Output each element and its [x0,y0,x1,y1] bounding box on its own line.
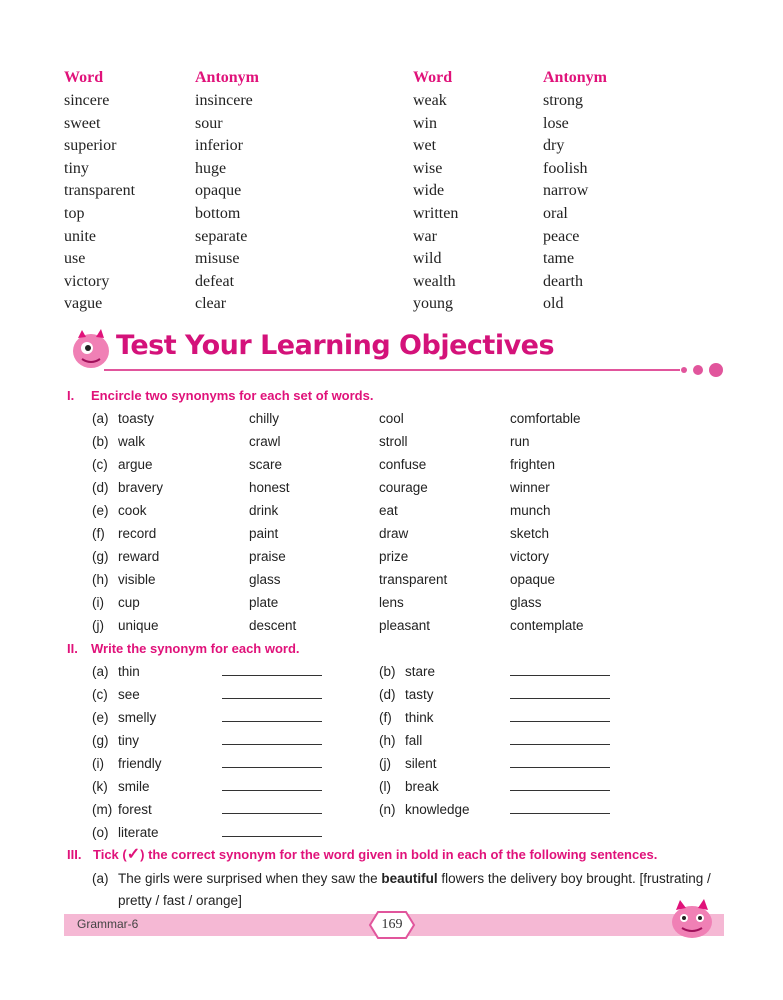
choice-word[interactable]: sketch [510,526,550,541]
item-label: (g) [92,733,109,748]
question-row [92,545,732,568]
prompt-word: tiny [118,733,140,748]
left-antonym-column [195,66,259,316]
antonym-cell: defeat [195,272,235,290]
antonym-cell: opaque [195,182,242,200]
right-word-column [413,66,458,316]
choice-word[interactable]: munch [510,503,551,518]
item-label: (e) [92,503,109,518]
word-cell: unite [64,227,96,245]
answer-blank[interactable] [222,752,322,775]
prompt-word: knowledge [405,802,470,817]
antonym-cell: lose [543,114,569,132]
antonym-cell: sour [195,114,223,132]
prompt-word: smelly [118,710,157,725]
item-label: (d) [92,480,109,495]
item-label: (h) [92,572,109,587]
antonym-cell: clear [195,295,227,313]
answer-blank[interactable] [510,683,610,706]
synonym-row [92,660,732,683]
item-label: (b) [92,434,109,449]
item-label: (e) [92,710,109,725]
question-row [92,407,732,430]
antonym-cell: inferior [195,137,243,155]
question-row [92,430,732,453]
word-cell: superior [64,137,117,155]
antonym-cell: strong [543,92,583,109]
choice-word[interactable]: descent [249,618,297,633]
prompt-word: think [405,710,434,725]
question-row [92,591,732,614]
antonym-cell: dearth [543,272,583,290]
word-cell: win [413,114,437,132]
column-header: Word [413,69,453,86]
word-cell: transparent [64,182,136,200]
section-number: II. [67,641,78,656]
antonym-cell: dry [543,137,565,155]
prompt-word: thin [118,664,140,679]
section-number: I. [67,388,75,403]
antonym-cell: bottom [195,204,241,222]
monster-footer-icon [666,896,718,942]
word-cell: vague [64,295,103,313]
prompt-word: see [118,687,140,702]
left-word-column [64,66,135,316]
synonym-row [92,752,732,775]
choice-word[interactable]: visible [118,572,156,587]
item-label: (k) [92,779,108,794]
question-row [92,499,732,522]
item-label: (g) [92,549,109,564]
choice-word[interactable]: praise [249,549,286,564]
answer-blank[interactable] [222,660,322,683]
word-cell: wise [413,159,443,177]
word-cell: wild [413,250,442,268]
column-header: Word [64,69,104,86]
decorative-dots-icon [678,362,726,378]
tick-icon: ✓ [126,846,141,863]
choice-word[interactable]: scare [249,457,283,472]
choice-word[interactable]: reward [118,549,160,564]
prompt-word: literate [118,825,159,840]
word-cell: use [64,250,86,268]
word-cell: victory [64,272,110,290]
choice-word[interactable]: crawl [249,434,281,449]
item-label: (h) [379,733,396,748]
antonym-cell: huge [195,159,227,177]
word-cell: top [64,204,85,222]
item-label: (a) [92,664,109,679]
section-banner [64,322,724,380]
section-title: Write the synonym for each word. [91,641,300,656]
answer-blank[interactable] [222,683,322,706]
choice-word[interactable]: comfortable [510,411,581,426]
word-cell: sweet [64,114,101,132]
choice-word[interactable]: cup [118,595,140,610]
antonym-cell: peace [543,227,580,245]
choice-word[interactable]: winner [510,480,550,495]
antonym-cell: old [543,295,564,313]
sentence-start: The girls were surprised when they saw the [118,871,382,886]
antonym-cell: separate [195,227,248,245]
synonym-row [92,775,732,798]
synonym-row [92,798,732,821]
answer-blank[interactable] [222,798,322,821]
section-title-start: Tick ( [93,847,127,862]
synonym-row [92,821,732,844]
item-label: (i) [92,595,104,610]
choice-word[interactable]: glass [249,572,281,587]
answer-blank[interactable] [510,660,610,683]
section-3-heading [67,845,657,865]
choice-word[interactable]: lens [379,595,404,610]
sentence-end: flowers the delivery boy brought. [frustrating / pretty / fast / orange] [118,871,711,908]
choice-word[interactable]: toasty [118,411,155,426]
section-title: Encircle two synonyms for each set of words. [91,388,374,403]
word-cell: wet [413,137,437,155]
choice-word[interactable]: bravery [118,480,164,495]
word-cell: wealth [413,272,456,290]
antonym-cell: misuse [195,250,240,268]
choice-word[interactable]: draw [379,526,409,541]
prompt-word: silent [405,756,437,771]
synonym-row [92,683,732,706]
section-1-heading [67,386,373,406]
item-label: (f) [92,526,105,541]
prompt-word: fall [405,733,423,748]
antonym-cell: insincere [195,92,253,109]
prompt-word: tasty [405,687,434,702]
answer-blank[interactable] [510,798,610,821]
sentence-item [92,868,724,912]
choice-word[interactable]: glass [510,595,542,610]
answer-blank[interactable] [222,729,322,752]
choice-word[interactable]: cool [379,411,404,426]
choice-word[interactable]: confuse [379,457,427,472]
question-row [92,453,732,476]
bold-word: beautiful [381,871,438,886]
word-cell: weak [413,92,447,109]
choice-word[interactable]: cook [118,503,147,518]
page-number: 169 [381,917,403,932]
answer-blank[interactable] [510,729,610,752]
prompt-word: stare [405,664,436,679]
banner-title: Test Your Learning Objectives [116,330,555,361]
choice-word[interactable]: honest [249,480,290,495]
section-title-end: ) the correct synonym for the word given in bold in each of the following sentences. [140,847,658,862]
footer-book-label: Grammar-6 [77,917,139,931]
antonym-cell: narrow [543,182,589,200]
choice-word[interactable]: walk [118,434,146,449]
question-row [92,614,732,637]
word-cell: tiny [64,159,89,177]
choice-word[interactable]: courage [379,480,428,495]
monster-mascot-icon [68,326,114,372]
answer-blank[interactable] [510,706,610,729]
antonym-cell: tame [543,250,575,268]
item-label: (i) [92,756,104,771]
answer-blank[interactable] [510,752,610,775]
prompt-word: smile [118,779,150,794]
item-label: (c) [92,687,108,702]
banner-underline [104,369,680,371]
choice-word[interactable]: victory [510,549,550,564]
antonym-cell: oral [543,204,568,222]
word-cell: sincere [64,92,110,109]
item-label: (l) [379,779,391,794]
synonym-row [92,706,732,729]
item-label: (o) [92,825,109,840]
item-label: (c) [92,457,108,472]
antonym-cell: foolish [543,159,588,177]
section-2-heading [67,639,300,659]
choice-word[interactable]: unique [118,618,159,633]
answer-blank[interactable] [510,775,610,798]
synonym-row [92,729,732,752]
choice-word[interactable]: pleasant [379,618,431,633]
column-header: Antonym [195,69,260,86]
item-label: (a) [92,411,109,426]
choice-word[interactable]: record [118,526,157,541]
answer-blank[interactable] [222,821,322,844]
word-cell: young [413,295,453,313]
choice-word[interactable]: frighten [510,457,556,472]
choice-word[interactable]: contemplate [510,618,584,633]
choice-word[interactable]: drink [249,503,279,518]
choice-word[interactable]: transparent [379,572,448,587]
choice-word[interactable]: opaque [510,572,556,587]
item-label: (a) [92,871,109,886]
item-label: (d) [379,687,396,702]
word-cell: war [413,227,437,245]
section-number: III. [67,847,82,862]
item-label: (m) [92,802,113,817]
prompt-word: forest [118,802,152,817]
choice-word[interactable]: run [510,434,530,449]
prompt-word: break [405,779,439,794]
item-label: (b) [379,664,396,679]
word-cell: wide [413,182,445,200]
item-label: (j) [379,756,391,771]
question-row [92,522,732,545]
item-label: (f) [379,710,392,725]
choice-word[interactable]: argue [118,457,153,472]
prompt-word: friendly [118,756,162,771]
word-cell: written [413,204,459,222]
answer-blank[interactable] [222,775,322,798]
column-header: Antonym [543,69,608,86]
choice-word[interactable]: chilly [249,411,280,426]
question-row [92,568,732,591]
choice-word[interactable]: eat [379,503,398,518]
sentence-text [118,868,724,912]
item-label: (j) [92,618,104,633]
question-row [92,476,732,499]
answer-blank[interactable] [222,706,322,729]
choice-word[interactable]: stroll [379,434,408,449]
choice-word[interactable]: plate [249,595,279,610]
choice-word[interactable]: paint [249,526,279,541]
right-antonym-column [543,66,607,316]
choice-word[interactable]: prize [379,549,409,564]
item-label: (n) [379,802,396,817]
